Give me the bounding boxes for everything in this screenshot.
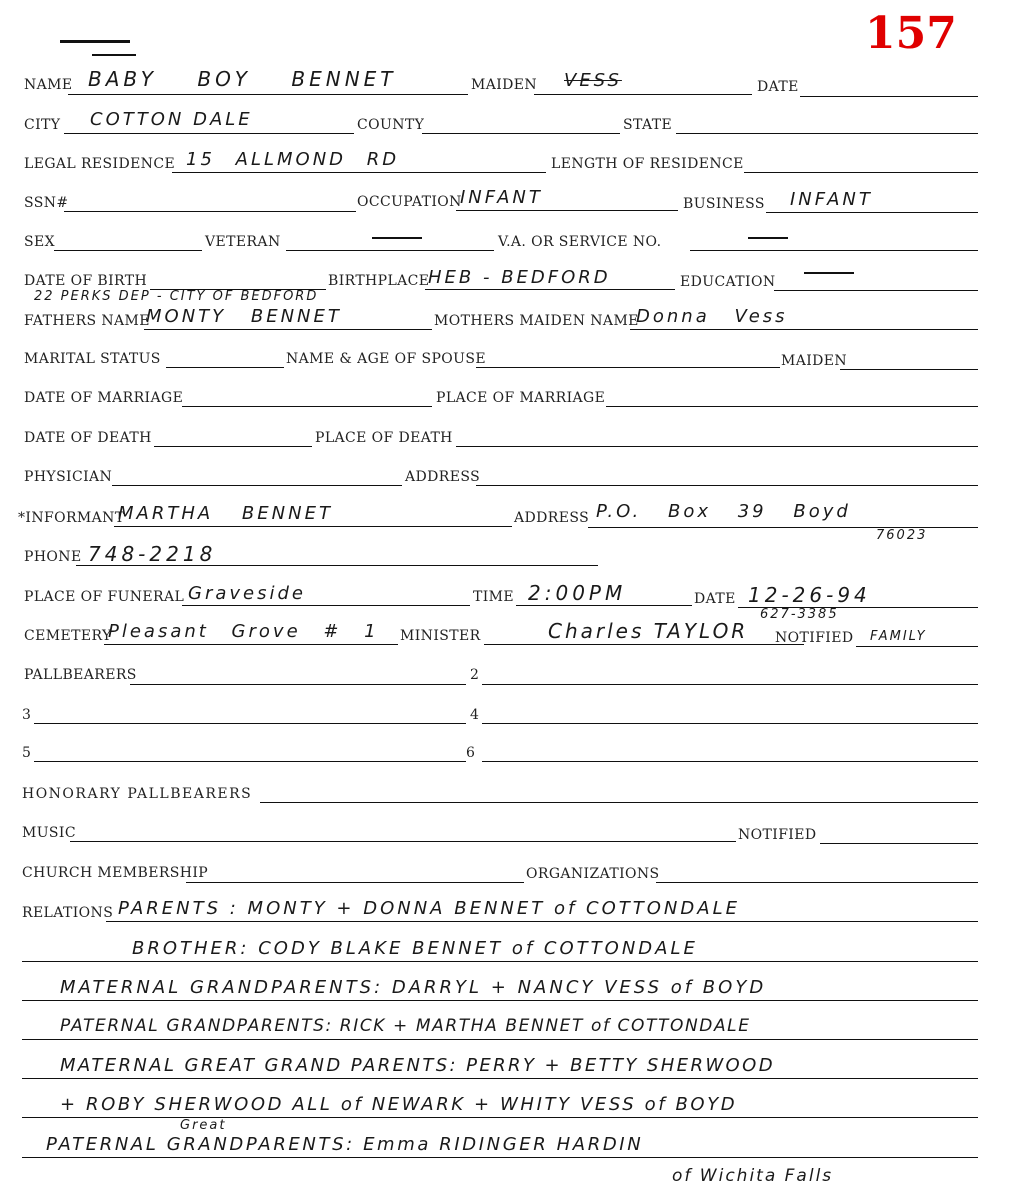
time-value: 2:00PM (528, 581, 627, 605)
honorary-pallbearers-label: HONORARY PALLBEARERS (22, 786, 253, 802)
informant-value: MARTHA BENNET (118, 503, 333, 524)
spouse-maiden-line (840, 369, 978, 370)
organizations-line (656, 882, 978, 883)
sex-label: SEX (24, 234, 55, 250)
veteran-line (286, 250, 494, 251)
physician-label: PHYSICIAN (24, 469, 113, 485)
church-membership-label: CHURCH MEMBERSHIP (22, 865, 209, 881)
top-dash-mark (60, 40, 130, 43)
pallbearer-2-line (482, 684, 978, 685)
name-label: NAME (24, 77, 73, 93)
occupation-value: INFANT (460, 187, 543, 208)
spouse-line (476, 367, 780, 368)
legal-residence-label: LEGAL RESIDENCE (24, 156, 176, 172)
veteran-dash (372, 237, 422, 239)
pallbearer-6-label: 6 (466, 745, 476, 761)
relations-text-8: of Wichita Falls (672, 1166, 834, 1186)
cemetery-label: CEMETERY (24, 628, 112, 644)
relations-line-5 (22, 1078, 978, 1079)
va-service-label: V.A. OR SERVICE NO. (498, 234, 662, 250)
music-notified-line (820, 843, 978, 844)
pallbearer-4-label: 4 (470, 707, 480, 723)
education-dash (804, 272, 854, 274)
birth-note: 22 PERKS DEP - CITY OF BEDFORD (34, 289, 319, 304)
funeral-date-value: 12-26-94 (748, 583, 871, 607)
page-number: 157 (865, 8, 957, 59)
funeral-phone: 627-3385 (760, 607, 839, 622)
marital-status-label: MARITAL STATUS (24, 351, 161, 367)
spouse-maiden-label: MAIDEN (781, 353, 848, 369)
state-line (676, 133, 978, 134)
relations-line-7 (22, 1157, 978, 1158)
top-dash-mark-short (92, 54, 136, 56)
place-of-funeral-line (182, 605, 470, 606)
pallbearer-1-line (130, 684, 466, 685)
relations-great: Great (180, 1118, 227, 1133)
city-label: CITY (24, 117, 61, 133)
relations-label: RELATIONS (22, 905, 114, 921)
date-of-marriage-line (182, 406, 432, 407)
pallbearers-label: PALLBEARERS (24, 667, 137, 683)
mothers-maiden-name-value: Donna Vess (636, 306, 788, 327)
relations-line-4 (22, 1039, 978, 1040)
relations-text-2: BROTHER: CODY BLAKE BENNET of COTTONDALE (132, 938, 698, 959)
place-of-funeral-label: PLACE OF FUNERAL (24, 589, 185, 605)
music-line (70, 841, 736, 842)
birthplace-label: BIRTHPLACE (328, 273, 430, 289)
relations-text-6: + ROBY SHERWOOD ALL of NEWARK + WHITY VESS of BOYD (60, 1094, 738, 1115)
length-of-residence-label: LENGTH OF RESIDENCE (551, 156, 744, 172)
informant-address-value: P.O. Box 39 Boyd (596, 501, 851, 522)
relations-text-7: PATERNAL GRANDPARENTS: Emma RIDINGER HARDIN (46, 1134, 644, 1155)
date-of-death-line (154, 446, 312, 447)
organizations-label: ORGANIZATIONS (526, 866, 660, 882)
place-of-death-label: PLACE OF DEATH (315, 430, 453, 446)
name-value: BABY BOY BENNET (88, 67, 397, 91)
va-service-line (690, 250, 978, 251)
notified-label: NOTIFIED (775, 630, 854, 646)
date-of-birth-label: DATE OF BIRTH (24, 273, 148, 289)
relations-line-1 (106, 921, 978, 922)
education-label: EDUCATION (680, 274, 776, 290)
physician-address-line (476, 485, 978, 486)
music-label: MUSIC (22, 825, 76, 841)
time-line (516, 605, 692, 606)
birthplace-value: HEB - BEDFORD (428, 267, 611, 288)
fathers-name-label: FATHERS NAME (24, 313, 150, 329)
fathers-name-line (144, 329, 432, 330)
place-of-funeral-value: Graveside (188, 583, 306, 604)
occupation-label: OCCUPATION (357, 194, 462, 210)
relations-line-3 (22, 1000, 978, 1001)
pallbearer-6-line (482, 761, 978, 762)
place-of-marriage-line (606, 406, 978, 407)
pallbearer-2-label: 2 (470, 667, 480, 683)
maiden-line (534, 94, 752, 95)
place-of-marriage-label: PLACE OF MARRIAGE (436, 390, 606, 406)
phone-value: 748-2218 (88, 542, 217, 566)
ssn-label: SSN# (24, 195, 69, 211)
legal-residence-line (172, 172, 546, 173)
mothers-maiden-name-label: MOTHERS MAIDEN NAME (434, 313, 639, 329)
occupation-line (456, 210, 678, 211)
maiden-label: MAIDEN (471, 77, 538, 93)
relations-line-6 (22, 1117, 978, 1118)
minister-label: MINISTER (400, 628, 481, 644)
relations-text-3: MATERNAL GRANDPARENTS: DARRYL + NANCY VESS of BOYD (60, 977, 767, 998)
pallbearer-3-label: 3 (22, 707, 32, 723)
relations-text-5: MATERNAL GREAT GRAND PARENTS: PERRY + BETTY SHERWOOD (60, 1055, 775, 1076)
notified-line (856, 646, 978, 647)
church-membership-line (186, 882, 524, 883)
music-notified-label: NOTIFIED (738, 827, 817, 843)
business-line (766, 212, 978, 213)
informant-label: *INFORMANT (18, 510, 125, 526)
business-label: BUSINESS (683, 196, 765, 212)
relations-text-1: PARENTS : MONTY + DONNA BENNET of COTTONDALE (118, 898, 740, 919)
marital-status-line (166, 367, 284, 368)
place-of-death-line (456, 446, 978, 447)
physician-line (112, 485, 402, 486)
spouse-label: NAME & AGE OF SPOUSE (286, 351, 486, 367)
county-label: COUNTY (357, 117, 425, 133)
sex-line (54, 250, 202, 251)
county-line (422, 133, 620, 134)
minister-line (484, 644, 804, 645)
fathers-name-value: MONTY BENNET (146, 306, 342, 327)
veteran-label: VETERAN (205, 234, 281, 250)
education-line (774, 290, 978, 291)
va-service-dash (748, 237, 788, 239)
mothers-maiden-name-line (630, 329, 978, 330)
physician-address-label: ADDRESS (405, 469, 481, 485)
informant-address-label: ADDRESS (514, 510, 590, 526)
date-of-marriage-label: DATE OF MARRIAGE (24, 390, 184, 406)
time-label: TIME (473, 589, 515, 605)
legal-residence-value: 15 ALLMOND RD (186, 149, 400, 170)
cemetery-line (104, 644, 398, 645)
city-line (64, 133, 354, 134)
pallbearer-5-line (34, 761, 466, 762)
informant-zip: 76023 (876, 528, 928, 543)
name-line (68, 94, 468, 95)
maiden-value: VESS (564, 70, 622, 91)
minister-value: Charles TAYLOR (548, 619, 749, 643)
honorary-pallbearers-line (260, 802, 978, 803)
funeral-date-label: DATE (694, 591, 736, 607)
pallbearer-5-label: 5 (22, 745, 32, 761)
pallbearer-4-line (482, 723, 978, 724)
city-value: COTTON DALE (90, 109, 253, 130)
relations-line-2 (22, 961, 978, 962)
date-label: DATE (757, 79, 799, 95)
notified-value: FAMILY (870, 629, 927, 644)
birthplace-line (425, 289, 675, 290)
business-value: INFANT (790, 189, 873, 210)
informant-line (114, 526, 512, 527)
ssn-line (64, 211, 356, 212)
relations-text-4: PATERNAL GRANDPARENTS: RICK + MARTHA BENNET of COTTONDALE (60, 1016, 751, 1036)
cemetery-value: Pleasant Grove # 1 (108, 621, 379, 642)
pallbearer-3-line (34, 723, 466, 724)
date-of-death-label: DATE OF DEATH (24, 430, 152, 446)
phone-label: PHONE (24, 549, 82, 565)
length-of-residence-line (744, 172, 978, 173)
state-label: STATE (623, 117, 673, 133)
date-line (800, 96, 978, 97)
